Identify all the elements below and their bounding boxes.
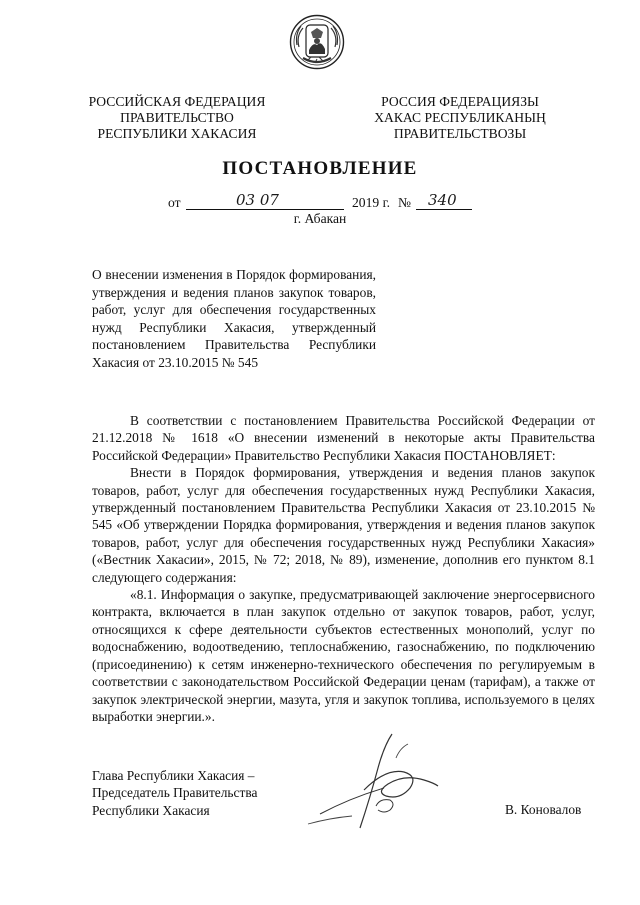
header-left-line: ПРАВИТЕЛЬСТВО (120, 110, 234, 125)
signer-name: В. Коновалов (505, 802, 582, 817)
number-handwritten: 340 (428, 191, 457, 209)
emblem-icon (289, 14, 345, 70)
document-body (92, 412, 595, 725)
number-sign: № (398, 195, 411, 210)
header-right-line: ПРАВИТЕЛЬСТВОЗЫ (393, 126, 527, 141)
signer-position-line: Председатель Правительства (92, 785, 258, 801)
subject-heading: О внесении изменения в Порядок формирования, утверждения и ведения планов закупок товаров, работ, услуг для обеспечения государственных нужд Республики Хакасия, утвержденный постановлением Правительства Республики Хакасия от 23.10.2015 № 545 (92, 267, 376, 370)
body-paragraph: «8.1. Информация о закупке, предусматривающей заключение энергосервисного контракта, включается в план закупок отдельно от закупок товаров, работ, услуг, относящихся к сфере деятельности субъектов естественных монополий, услуг по водоснабжению, водоотведению, теплоснабжению, газоснабжению, по подключению (присоединению) к сетям инженерно-технического обеспечения по регулируемым в соответствии с законодательством Российской Федерации ценам (тарифам), а также от закупок электрической энергии, мазута, угля и закупок топлива, используемого в целях выработки энергии.». (92, 587, 595, 724)
signature-icon (300, 728, 440, 832)
body-paragraph: Внести в Порядок формирования, утверждения и ведения планов закупок товаров, работ, услуг для обеспечения государственных нужд Республики Хакасия, утвержденный постановлением Правительства Республики Хакасия от 23.10.2015 № 545 «Об утверждении Порядка формирования, утверждения и ведения планов закупок товаров, работ, услуг для обеспечения государственных нужд Республики Хакасия» («Вестник Хакасии», 2015, № 72; 2018, № 89), изменение, дополнив его пунктом 8.1 следующего содержания: (92, 465, 595, 585)
header-left-line: РОССИЙСКАЯ ФЕДЕРАЦИЯ (88, 94, 266, 109)
header-right-line: ХАКАС РЕСПУБЛИКАНЫҢ (374, 110, 546, 125)
date-prefix: от (168, 195, 181, 210)
signer-position-line: Республики Хакасия (92, 802, 210, 818)
document-title: ПОСТАНОВЛЕНИЕ (222, 158, 418, 179)
header-right (372, 94, 548, 142)
header-right-line: РОССИЯ ФЕДЕРАЦИЯЗЫ (381, 94, 539, 109)
city: г. Абакан (293, 211, 347, 226)
date-number-line (168, 191, 488, 213)
signer-position-line: Глава Республики Хакасия – (92, 768, 255, 783)
body-paragraph: В соответствии с постановлением Правительства Российской Федерации от 21.12.2018 № 1618 «О внесении изменений в некоторые акты Правительства Российской Федерации» Правительство Республики Хакасия ПОСТАНОВЛЯЕТ: (92, 413, 595, 463)
date-handwritten: 03 07 (236, 191, 279, 209)
year-label: 2019 г. (352, 195, 391, 210)
signer-position (92, 767, 257, 819)
header-left (86, 94, 268, 142)
header-left-line: РЕСПУБЛИКИ ХАКАСИЯ (97, 126, 257, 141)
